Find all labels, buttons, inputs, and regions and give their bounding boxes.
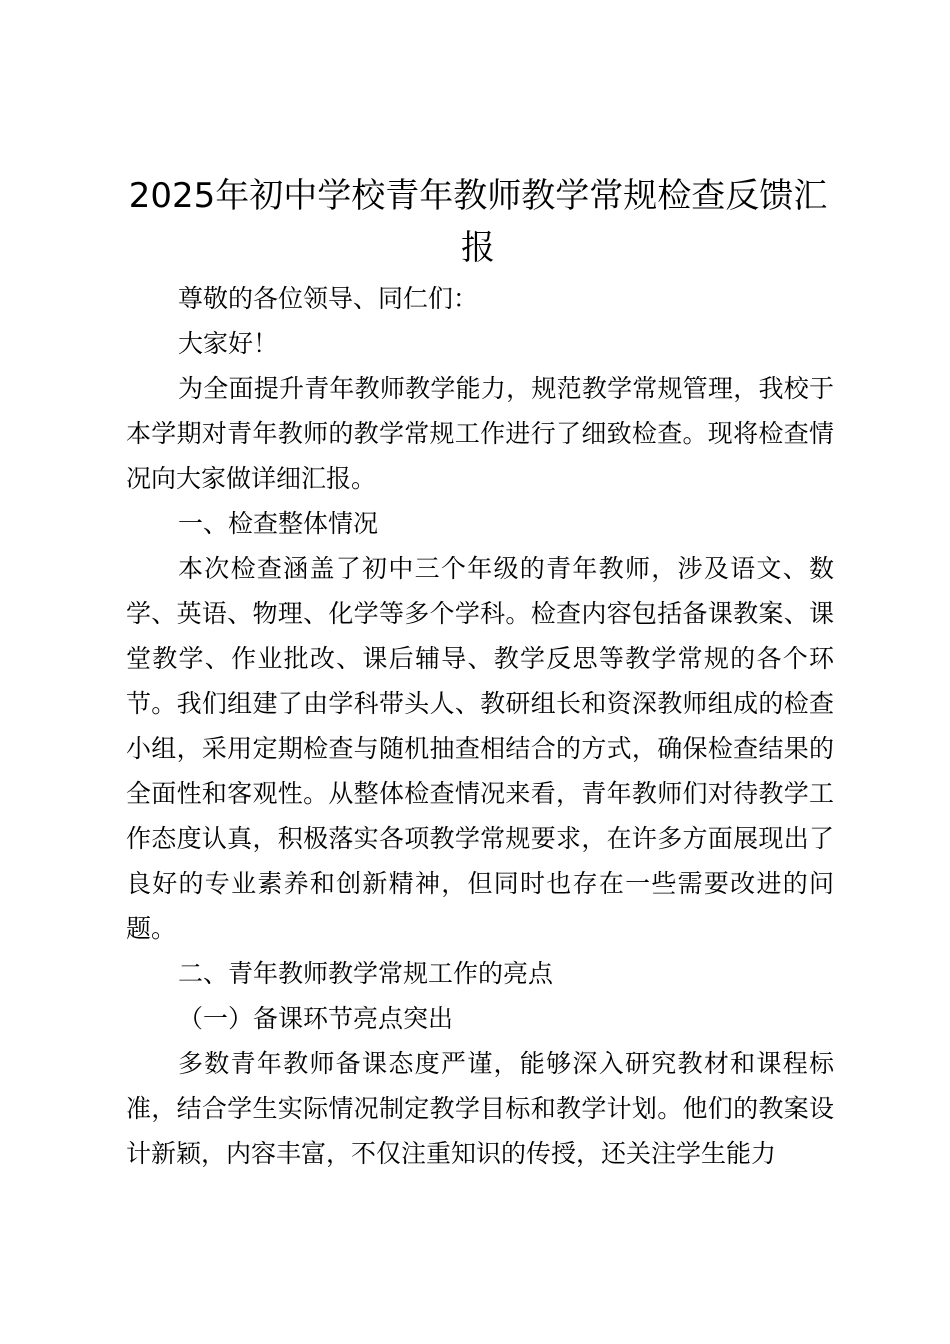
greeting: 大家好！ — [178, 329, 279, 358]
lesson-prep-paragraph: 多数青年教师备课态度严谨，能够深入研究教材和课程标准，结合学生实际情况制定教学目标和教学计划。他们的教案设计新颖，内容丰富，不仅注重知识的传授，还关注学生能力 — [126, 1049, 834, 1168]
section-heading-2: 二、青年教师教学常规工作的亮点 — [178, 959, 554, 988]
salutation: 尊敬的各位领导、同仁们： — [178, 284, 479, 313]
section-heading-1: 一、检查整体情况 — [178, 509, 379, 538]
subsection-heading-1: （一）备课环节亮点突出 — [178, 1004, 454, 1033]
document-title: 2025年初中学校青年教师教学常规检查反馈汇报 — [128, 176, 828, 268]
document-body — [126, 276, 834, 1176]
overview-paragraph: 本次检查涵盖了初中三个年级的青年教师，涉及语文、数学、英语、物理、化学等多个学科。检查内容包括备课教案、课堂教学、作业批改、课后辅导、教学反思等教学常规的各个环节。我们组建了由学科带头人、教研组长和资深教师组成的检查小组，采用定期检查与随机抽查相结合的方式，确保检查结果的全面性和客观性。从整体检查情况来看，青年教师们对待教学工作态度认真，积极落实各项教学常规要求，在许多方面展现出了良好的专业素养和创新精神，但同时也存在一些需要改进的问题。 — [126, 554, 834, 943]
intro-paragraph: 为全面提升青年教师教学能力，规范教学常规管理，我校于本学期对青年教师的教学常规工作进行了细致检查。现将检查情况向大家做详细汇报。 — [126, 374, 834, 493]
